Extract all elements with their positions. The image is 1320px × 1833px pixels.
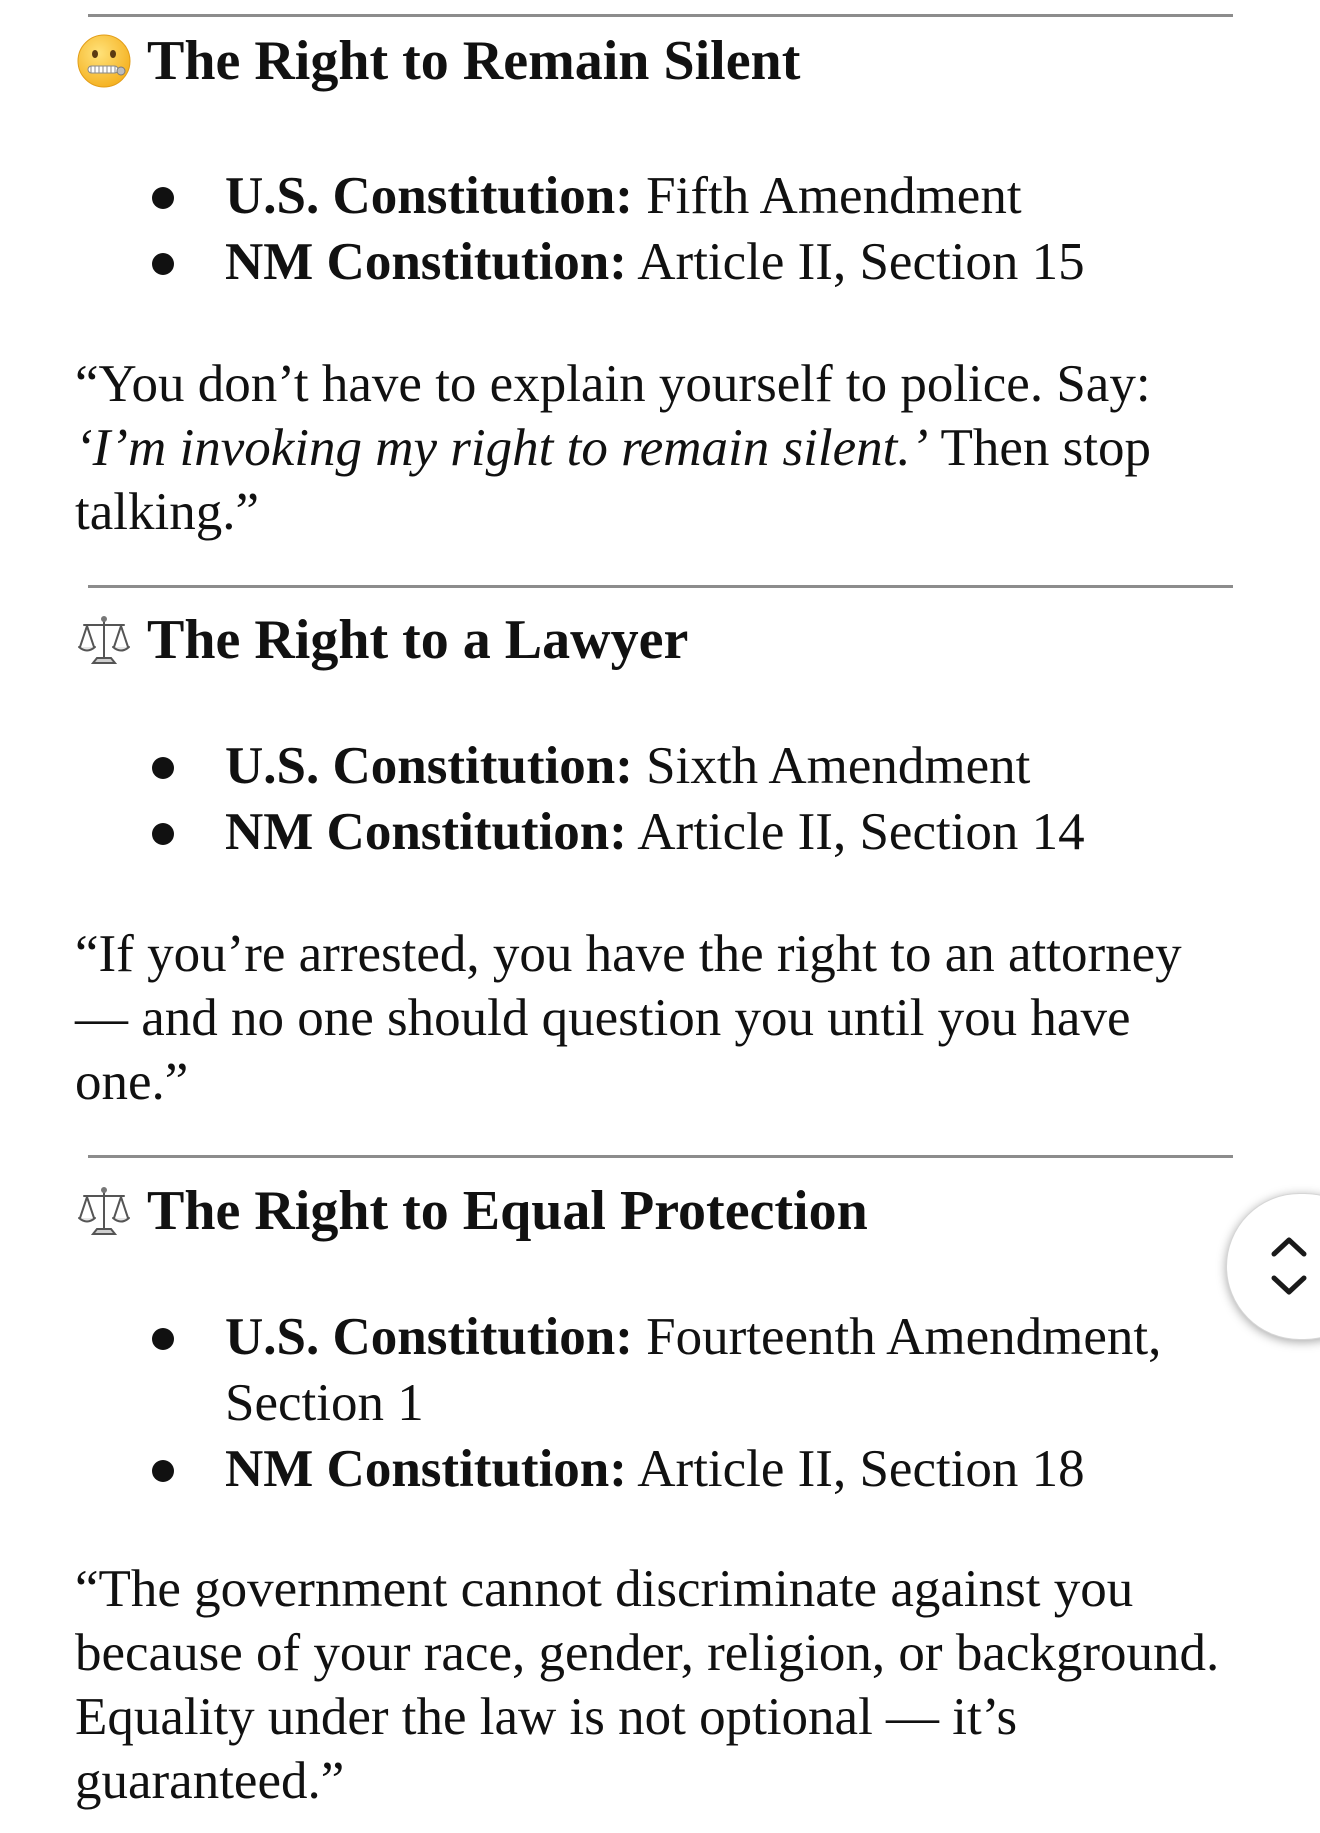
chevron-up-icon[interactable]	[1266, 1232, 1312, 1260]
divider	[88, 1155, 1233, 1158]
citation-label: NM Constitution:	[225, 1440, 627, 1498]
section-title: The Right to Remain Silent	[147, 30, 801, 92]
bullet-icon	[152, 757, 174, 779]
citation-value: Sixth Amendment	[632, 737, 1031, 795]
section-quote	[75, 352, 1245, 544]
citation-label: U.S. Constitution:	[225, 167, 633, 225]
bullet-icon	[152, 253, 174, 275]
list-item	[150, 229, 1250, 295]
section-title: The Right to a Lawyer	[147, 609, 689, 671]
quote-text: Then stop talking.”	[75, 419, 1152, 541]
citation-value: Article II, Section 18	[626, 1440, 1085, 1498]
citation-list	[150, 733, 1250, 865]
list-item	[150, 163, 1250, 229]
citation-label: U.S. Constitution:	[225, 737, 633, 795]
section-quote: “The government cannot discriminate against you because of your race, gender, religion, or background. Equality under the law is not optional — it’s guaranteed.”	[75, 1560, 1220, 1810]
divider	[88, 585, 1233, 588]
section-quote: “If you’re arrested, you have the right to an attorney — and no one should question you until you have one.”	[75, 925, 1182, 1111]
bullet-icon	[152, 187, 174, 209]
balance-scale-icon	[75, 1182, 133, 1240]
chevron-down-icon[interactable]	[1266, 1272, 1312, 1300]
citation-list	[150, 163, 1250, 295]
citation-value: Article II, Section 14	[626, 803, 1085, 861]
zipper-mouth-face-icon	[75, 32, 133, 90]
bullet-icon	[152, 823, 174, 845]
balance-scale-icon	[75, 611, 133, 669]
quote-italic-text: ‘I’m invoking my right to remain silent.’	[75, 419, 929, 477]
divider	[88, 14, 1233, 17]
quote-text: “You don’t have to explain yourself to police. Say:	[75, 355, 1151, 413]
citation-value: Fifth Amendment	[632, 167, 1022, 225]
list-item	[150, 733, 1250, 799]
citation-label: NM Constitution:	[225, 233, 627, 291]
citation-value: Fourteenth Amendment, Section 1	[225, 1308, 1162, 1432]
citation-value: Article II, Section 15	[626, 233, 1085, 291]
list-item	[150, 1436, 1250, 1502]
citation-label: NM Constitution:	[225, 803, 627, 861]
bullet-icon	[152, 1328, 174, 1350]
section-title: The Right to Equal Protection	[147, 1180, 868, 1242]
list-item	[150, 1304, 1250, 1436]
section-heading	[75, 26, 800, 96]
citation-list	[150, 1304, 1250, 1502]
section-heading	[75, 605, 688, 675]
bullet-icon	[152, 1460, 174, 1482]
section-heading	[75, 1176, 868, 1246]
list-item	[150, 799, 1250, 865]
citation-label: U.S. Constitution:	[225, 1308, 633, 1366]
